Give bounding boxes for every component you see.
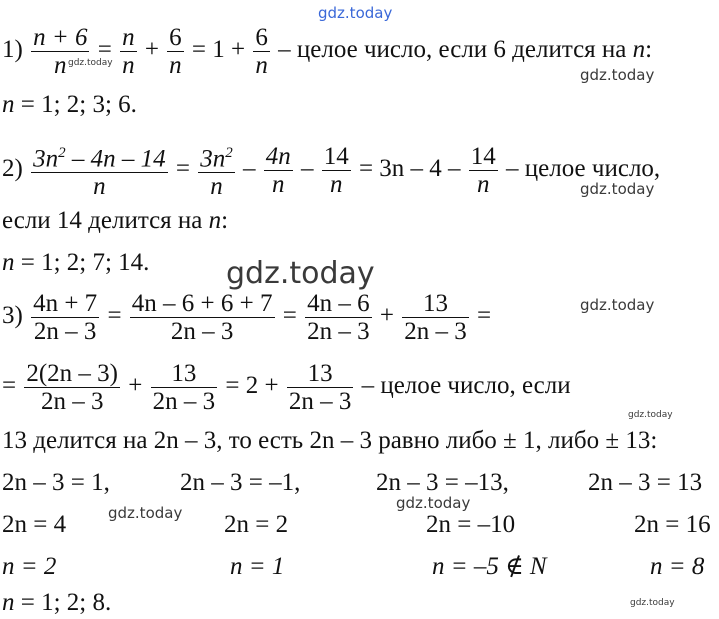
- variable: n: [208, 207, 222, 234]
- operator: =: [97, 36, 112, 64]
- case-1: n = 2: [2, 553, 57, 580]
- fraction: $\frac{14}{n}$: [323, 142, 349, 198]
- watermark-large: gdz.today: [226, 256, 375, 291]
- watermark: gdz.today: [580, 180, 655, 198]
- fraction: $\frac{4n - 6}{2n - 3}$: [307, 290, 370, 345]
- equation-line-4: [2, 360, 571, 415]
- expression-text: = 1 +: [191, 36, 246, 64]
- case-3: 2n – 3 = –13,: [376, 469, 509, 496]
- case-3: n = –5 ∉ N: [432, 553, 547, 580]
- case-4: n = 8: [650, 553, 705, 580]
- text-segment: – целое число,: [506, 154, 661, 182]
- fraction: $\frac{13}{2n - 3}$: [152, 360, 216, 415]
- condition-line-2: [2, 206, 228, 236]
- watermark: gdz.today: [580, 296, 655, 314]
- equation-line-1: [2, 24, 652, 79]
- fraction: $\frac{4n + 7}{2n - 3}$: [33, 290, 98, 345]
- text-segment: :: [645, 36, 653, 64]
- case-4: 2n – 3 = 13: [588, 469, 703, 496]
- operator: =: [476, 302, 492, 330]
- text-segment: если 14 делится на: [2, 207, 203, 234]
- text-segment: :: [221, 207, 229, 234]
- case-2: 2n = 2: [224, 511, 289, 538]
- watermark-tiny: gdz.today: [628, 410, 673, 420]
- fraction: $\frac{14}{n}$: [470, 142, 496, 198]
- case-2: 2n – 3 = –1,: [180, 469, 301, 496]
- answer-line-2: [2, 248, 149, 278]
- text-segment: – целое число, если: [361, 372, 571, 400]
- watermark-top: gdz.today: [318, 4, 393, 22]
- text-segment: – целое число, если 6 делится на: [278, 36, 627, 64]
- case-4: 2n = 16: [634, 511, 711, 538]
- case-1: 2n – 3 = 1,: [2, 469, 110, 496]
- watermark: gdz.today: [580, 66, 655, 84]
- fraction: $\frac{13}{2n - 3}$: [288, 360, 352, 415]
- operator: +: [144, 36, 159, 64]
- fraction: $\frac{3n^2}{n}$: [198, 140, 235, 200]
- item-label: 2): [2, 154, 23, 182]
- fraction: $\frac{n}{n}$: [122, 24, 135, 79]
- fraction: $\frac{4n}{n}$: [265, 142, 291, 198]
- operator: =: [107, 302, 122, 330]
- case-3: 2n = –10: [426, 511, 516, 538]
- equation-line-2: [2, 140, 660, 200]
- item-label: 1): [2, 36, 23, 64]
- expression-text: = 3n – 4 –: [358, 154, 461, 182]
- operator: –: [242, 154, 256, 182]
- fraction: $\frac{4n - 6 + 6 + 7}{2n - 3}$: [131, 290, 273, 345]
- fraction: $\frac{3n^2 - 4n - 14}{n}$: [31, 140, 168, 200]
- variable: n: [632, 36, 646, 64]
- watermark-tiny: gdz.today: [630, 598, 675, 608]
- variable: n: [2, 589, 15, 616]
- watermark: gdz.today: [108, 504, 183, 522]
- fraction: $\frac{n + 6}{n}$: [33, 24, 88, 79]
- fraction: $\frac{13}{2n - 3}$: [404, 290, 467, 345]
- operator: +: [128, 372, 143, 400]
- final-answer-line: [2, 588, 111, 618]
- operator: +: [379, 302, 394, 330]
- answer-line-1: [2, 90, 137, 120]
- answer-values: = 1; 2; 8.: [20, 589, 112, 616]
- condition-line-3: 13 делится на 2n – 3, то есть 2n – 3 равно либо ± 1, либо ± 13:: [2, 427, 658, 454]
- fraction: $\frac{6}{n}$: [169, 24, 182, 79]
- fraction: $\frac{6}{n}$: [255, 24, 268, 79]
- case-1: 2n = 4: [2, 511, 67, 538]
- case-2: n = 1: [230, 553, 285, 580]
- operator: –: [300, 154, 314, 182]
- operator: =: [175, 154, 190, 182]
- item-label: 3): [2, 302, 23, 330]
- variable: n: [2, 91, 15, 118]
- watermark-tiny: gdz.today: [68, 58, 113, 68]
- operator: =: [2, 372, 17, 400]
- variable: n: [2, 249, 15, 276]
- watermark: gdz.today: [396, 494, 471, 512]
- answer-values: = 1; 2; 7; 14.: [20, 249, 150, 276]
- answer-values: = 1; 2; 3; 6.: [20, 91, 137, 118]
- operator: =: [282, 302, 297, 330]
- equation-line-3: [2, 290, 491, 345]
- fraction: $\frac{2(2n - 3)}{2n - 3}$: [26, 360, 119, 415]
- expression-text: = 2 +: [225, 372, 279, 400]
